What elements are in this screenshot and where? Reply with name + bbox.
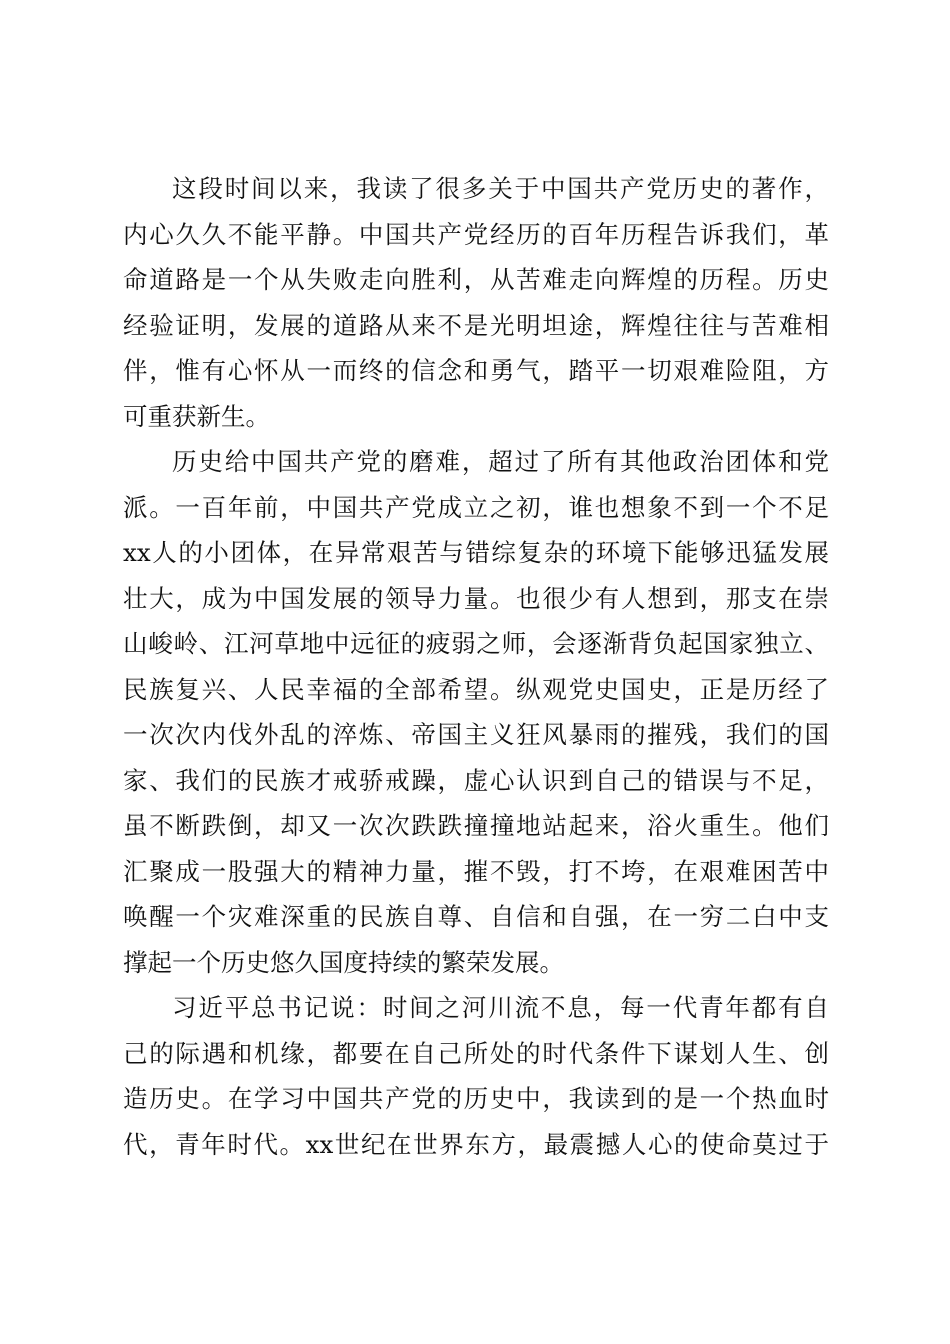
paragraph-2 bbox=[123, 439, 829, 985]
text-line: 这段时间以来，我读了很多关于中国共产党历史的著作， bbox=[172, 174, 829, 203]
text-line: 家、我们的民族才戒骄戒躁，虚心认识到自己的错误与不足， bbox=[123, 765, 829, 795]
text-line: 一次次内伐外乱的淬炼、帝国主义狂风暴雨的摧残，我们的国 bbox=[123, 720, 829, 749]
text-line: 历史给中国共产党的磨难，超过了所有其他政治团体和党 bbox=[172, 447, 829, 476]
text-line: 可重获新生。 bbox=[123, 401, 270, 431]
text-line: 命道路是一个从失败走向胜利，从苦难走向辉煌的历程。历史 bbox=[123, 265, 829, 294]
text-line: 己的际遇和机缘，都要在自己所处的时代条件下谋划人生、创 bbox=[123, 1038, 829, 1068]
paragraph-1 bbox=[123, 166, 829, 439]
text-line: 经验证明，发展的道路从来不是光明坦途，辉煌往往与苦难相 bbox=[123, 310, 829, 340]
text-line: 代，青年时代。xx世纪在世界东方，最震撼人心的使命莫过于 bbox=[123, 1129, 829, 1159]
text-line: 内心久久不能平静。中国共产党经历的百年历程告诉我们，革 bbox=[123, 219, 829, 249]
text-line: 派。一百年前，中国共产党成立之初，谁也想象不到一个不足 bbox=[123, 492, 829, 522]
text-line: xx人的小团体，在异常艰苦与错综复杂的环境下能够迅猛发展 bbox=[123, 538, 829, 567]
text-line: 虽不断跌倒，却又一次次跌跌撞撞地站起来，浴火重生。他们 bbox=[123, 811, 829, 840]
text-line: 民族复兴、人民幸福的全部希望。纵观党史国史，正是历经了 bbox=[123, 674, 829, 704]
text-line: 习近平总书记说：时间之河川流不息，每一代青年都有自 bbox=[172, 993, 829, 1022]
text-line: 山峻岭、江河草地中远征的疲弱之师，会逐渐背负起国家独立、 bbox=[123, 629, 829, 658]
text-line: 汇聚成一股强大的精神力量，摧不毁，打不垮，在艰难困苦中 bbox=[123, 856, 829, 886]
text-line: 撑起一个历史悠久国度持续的繁荣发展。 bbox=[123, 947, 564, 977]
document-body bbox=[123, 166, 829, 1167]
text-line: 壮大，成为中国发展的领导力量。也很少有人想到，那支在崇 bbox=[123, 583, 829, 613]
text-line: 造历史。在学习中国共产党的历史中，我读到的是一个热血时 bbox=[123, 1084, 829, 1113]
text-line: 伴，惟有心怀从一而终的信念和勇气，踏平一切艰难险阻，方 bbox=[123, 356, 829, 385]
paragraph-3 bbox=[123, 985, 829, 1167]
text-line: 唤醒一个灾难深重的民族自尊、自信和自强，在一穷二白中支 bbox=[123, 902, 829, 931]
